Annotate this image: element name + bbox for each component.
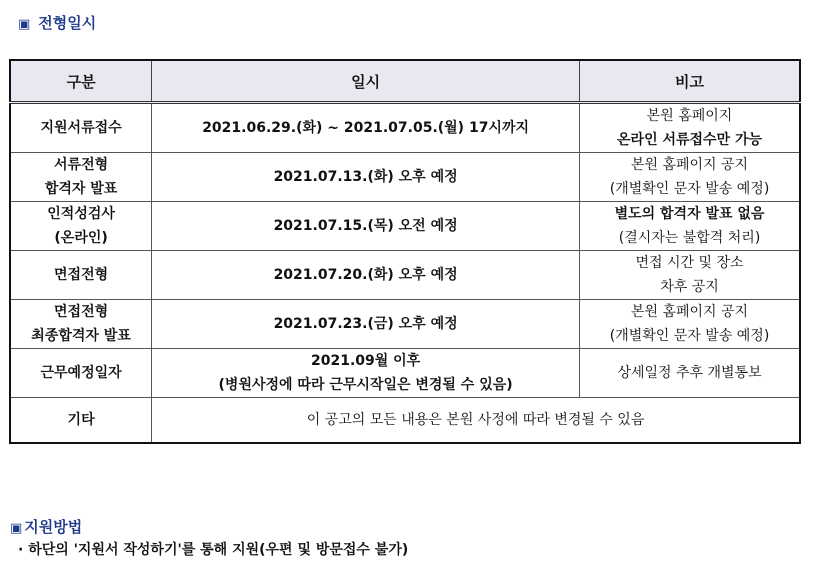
- table-row: [10, 103, 800, 153]
- row-note: 본원 홈페이지 공지 (개별확인 문자 발송 예정): [580, 153, 800, 202]
- row-note: 상세일정 추후 개별통보: [580, 349, 800, 398]
- row-date: 2021.07.23.(금) 오후 예정: [152, 300, 580, 349]
- row-date: 2021.09월 이후 (병원사정에 따라 근무시작일은 변경될 수 있음): [152, 349, 580, 398]
- table-row-etc: [10, 398, 800, 444]
- section-title-text: 전형일시: [38, 14, 97, 32]
- row-category: 지원서류접수: [10, 103, 152, 153]
- table-row: [10, 251, 800, 300]
- row-date: 2021.07.13.(화) 오후 예정: [152, 153, 580, 202]
- row-note: 본원 홈페이지 온라인 서류접수만 가능: [580, 103, 800, 153]
- row-category: 면접전형: [10, 251, 152, 300]
- section-title-schedule: [18, 12, 96, 33]
- header-category: 구분: [10, 60, 152, 103]
- square-bullet-icon: ▣: [18, 17, 31, 32]
- table-header-row: [10, 60, 800, 103]
- section-title-text: 지원방법: [24, 518, 83, 536]
- table-row: [10, 153, 800, 202]
- row-category: 서류전형 합격자 발표: [10, 153, 152, 202]
- row-category: 근무예정일자: [10, 349, 152, 398]
- row-category: 기타: [10, 398, 152, 444]
- row-note: 면접 시간 및 장소 차후 공지: [580, 251, 800, 300]
- row-date: 2021.07.15.(목) 오전 예정: [152, 202, 580, 251]
- header-note: 비고: [580, 60, 800, 103]
- apply-method-bullet: · 하단의 '지원서 작성하기'를 통해 지원(우편 및 방문접수 불가): [18, 542, 409, 558]
- header-date: 일시: [152, 60, 580, 103]
- schedule-table: [9, 59, 801, 444]
- table-row: [10, 300, 800, 349]
- row-category: 면접전형 최종합격자 발표: [10, 300, 152, 349]
- square-bullet-icon: ▣: [10, 521, 23, 536]
- table-row: [10, 202, 800, 251]
- row-etc-text: 이 공고의 모든 내용은 본원 사정에 따라 변경될 수 있음: [152, 398, 800, 444]
- row-note: 본원 홈페이지 공지 (개별확인 문자 발송 예정): [580, 300, 800, 349]
- row-category: 인적성검사 (온라인): [10, 202, 152, 251]
- section-title-apply-method: [10, 516, 82, 537]
- row-date: 2021.07.20.(화) 오후 예정: [152, 251, 580, 300]
- row-note: 별도의 합격자 발표 없음 (결시자는 불합격 처리): [580, 202, 800, 251]
- row-date: 2021.06.29.(화) ~ 2021.07.05.(월) 17시까지: [152, 103, 580, 153]
- table-row: [10, 349, 800, 398]
